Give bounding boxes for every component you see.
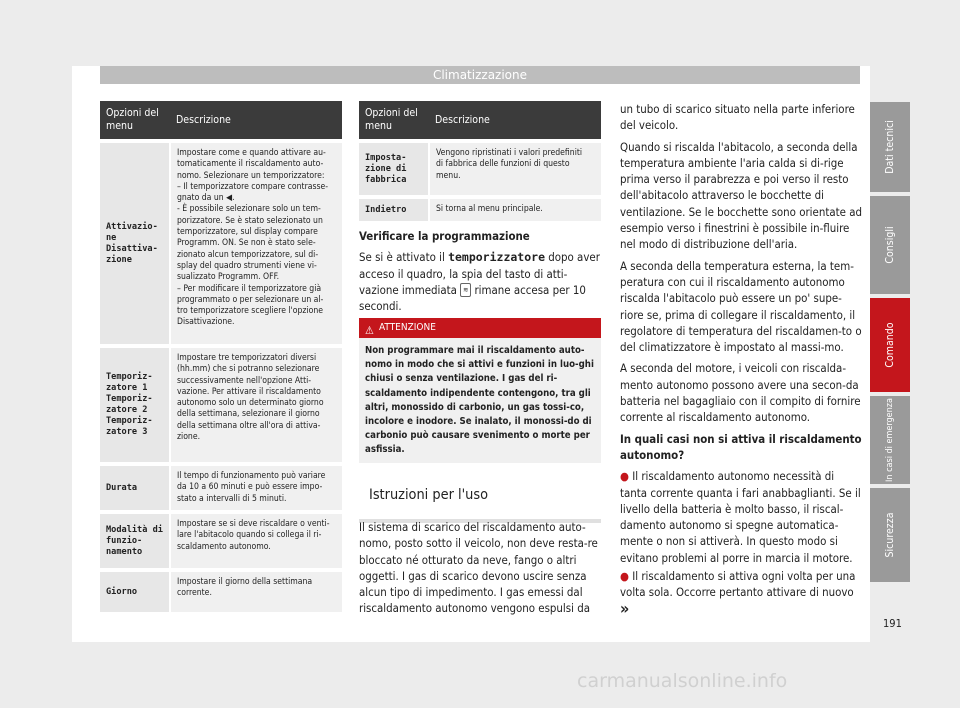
description-line: Disattivazione. bbox=[177, 317, 235, 328]
description-line: splay del quadro strumenti viene vi- bbox=[177, 260, 317, 271]
bullet-icon: ● bbox=[620, 569, 629, 584]
option-description bbox=[170, 346, 342, 464]
verify-title: Verificare la programmazione bbox=[359, 229, 530, 243]
description-line: menu. bbox=[436, 170, 461, 181]
description-line: vazione. Per attivare il riscaldamento bbox=[177, 386, 321, 397]
description-line: Si torna al menu principale. bbox=[436, 204, 543, 214]
warning-triangle-icon: ⚠ bbox=[365, 324, 374, 337]
page-number: 191 bbox=[883, 617, 902, 630]
bullet-item: ● Il riscaldamento si attiva ogni volta per una volta sola. Occorre pertanto attivare di nuovo » bbox=[620, 569, 856, 618]
option-name: Giorno bbox=[100, 570, 170, 612]
description-line: – Il temporizzatore compare contrasse- bbox=[177, 181, 329, 192]
warning-text: Non programmare mai il riscaldamento auto-nomo in modo che si attivi e funzioni in luo-ghi chiusi o senza ventilazione. I gas del ri-scaldamento indipendente contengono, tra gli altri, monossido di carbonio, un gas tossi-co, incolore e inodore. Se inalato, il monossi-do di carbonio può causare svenimento o morte per asfissia. bbox=[365, 345, 594, 456]
question-title: In quali casi non si attiva il riscaldamento autonomo? bbox=[620, 431, 862, 462]
option-description bbox=[429, 141, 601, 197]
table-row bbox=[100, 570, 342, 612]
option-name: Durata bbox=[100, 464, 170, 512]
description-line: gnato da un ◀. bbox=[177, 193, 235, 204]
option-description bbox=[170, 512, 342, 570]
description-line: nomo. Selezionare un temporizzatore: bbox=[177, 170, 325, 181]
table-row bbox=[100, 141, 342, 346]
description-line: Impostare se si deve riscaldare o venti- bbox=[177, 519, 330, 529]
paragraph: Quando si riscalda l'abitacolo, a seconda della temperatura ambiente l'aria calda si di-rige prima verso il parabrezza e poi verso il resto dell'abitacolo attraverso le bocchette di ventilazione. Se le bocchette sono orientate ad esempio verso i finestrini è possibile in-fluire nel modo di distribuzione dell'aria. bbox=[620, 139, 862, 252]
chapter-header: Climatizzazione bbox=[100, 66, 860, 84]
menu-options-table-mid bbox=[359, 101, 601, 221]
paragraph: A seconda della temperatura esterna, la tem-peratura con cui il riscaldamento autonomo riscalda l'abitacolo può essere un po' supe-riore se, prima di collegare il riscaldamento, il regolatore di temperatura del riscaldamen-to o del climatizzatore è impostato al massi-mo. bbox=[620, 258, 862, 355]
tab-comando[interactable]: Comando bbox=[870, 298, 910, 392]
continue-chevron-icon: » bbox=[620, 598, 630, 618]
col-header-description: Descrizione bbox=[429, 101, 601, 141]
right-column bbox=[620, 101, 862, 623]
description-line: porizzatore. Se è stato selezionato un bbox=[177, 215, 323, 226]
option-description bbox=[170, 570, 342, 612]
description-line: (hh.mm) che si potranno selezionare bbox=[177, 364, 320, 375]
tab-consigli[interactable]: Consigli bbox=[870, 196, 910, 294]
bullet-icon: ● bbox=[620, 469, 629, 484]
instructions-heading-box bbox=[359, 473, 601, 523]
description-line: di fabbrica delle funzioni di questo bbox=[436, 159, 570, 170]
description-line: tomaticamente il riscaldamento auto- bbox=[177, 159, 324, 170]
option-name: Temporiz-zatore 1 Temporiz-zatore 2 Temporiz-zatore 3 bbox=[100, 346, 170, 464]
description-line: programmato o per selezionare un al- bbox=[177, 294, 324, 305]
option-name: Imposta-zione di fabbrica bbox=[359, 141, 429, 197]
description-line: tro temporizzatore scegliere l'opzione bbox=[177, 306, 324, 317]
warning-box bbox=[359, 318, 601, 463]
description-line: stato a intervalli di 5 minuti. bbox=[177, 493, 287, 504]
description-line: scaldamento autonomo. bbox=[177, 541, 271, 552]
tab-in-casi-di-emergenza[interactable]: In casi di emergenza bbox=[870, 396, 910, 484]
description-line: temporizzatore, sul display compare bbox=[177, 227, 318, 238]
description-line: Impostare tre temporizzatori diversi bbox=[177, 353, 317, 363]
paragraph: A seconda del motore, i veicoli con riscalda-mento autonomo possono avere una secon-da batteria nel bagagliaio con il compito di fornire corrente al riscaldamento autonomo. bbox=[620, 361, 861, 425]
table-row bbox=[359, 197, 601, 221]
warning-header: ⚠ ATTENZIONE bbox=[359, 318, 601, 338]
verify-section bbox=[359, 228, 603, 319]
description-line: Impostare il giorno della settimana bbox=[177, 577, 313, 587]
paragraph: un tubo di scarico situato nella parte inferiore del veicolo. bbox=[620, 102, 855, 133]
description-line: Programm. ON. Se non è stato sele- bbox=[177, 238, 316, 249]
table-row bbox=[100, 512, 342, 570]
description-line: Il tempo di funzionamento può variare bbox=[177, 471, 326, 481]
description-line: Impostare come e quando attivare au- bbox=[177, 148, 326, 158]
description-line: zionato alcun temporizzatore, sul di- bbox=[177, 249, 319, 260]
col-header-options: Opzioni del menu bbox=[359, 101, 429, 141]
option-description bbox=[429, 197, 601, 221]
table-row bbox=[100, 464, 342, 512]
option-name: Modalità di funzio-namento bbox=[100, 512, 170, 570]
table-row bbox=[359, 141, 601, 197]
instructions-title: Istruzioni per l'uso bbox=[369, 487, 489, 503]
description-line: zione. bbox=[177, 432, 201, 443]
tab-sicurezza[interactable]: Sicurezza bbox=[870, 488, 910, 582]
option-description bbox=[170, 141, 342, 346]
watermark: carmanualsonline.info bbox=[577, 670, 788, 692]
description-line: - È possibile selezionare solo un tem- bbox=[177, 204, 321, 215]
description-line: sualizzato Programm. OFF. bbox=[177, 272, 280, 283]
option-name: Indietro bbox=[359, 197, 429, 221]
menu-options-table-left bbox=[100, 101, 342, 612]
description-line: Vengono ripristinati i valori predefiniti bbox=[436, 148, 583, 158]
heater-button-icon: ≋ bbox=[460, 283, 471, 297]
description-line: autonomo solo un determinato giorno bbox=[177, 398, 324, 409]
description-line: da 10 a 60 minuti e può essere impo- bbox=[177, 482, 323, 493]
col-header-description: Descrizione bbox=[170, 101, 342, 141]
description-line: lare l'abitacolo quando si collega il ri- bbox=[177, 530, 322, 541]
table-row bbox=[100, 346, 342, 464]
option-description bbox=[170, 464, 342, 512]
instructions-text: Il sistema di scarico del riscaldamento auto-nomo, posto sotto il veicolo, non deve resta-re bloccato né otturato da neve, fango o altri oggetti. I gas di scarico devono uscire senza alcun tipo di impedimento. I gas emessi dal riscaldamento autonomo vengono espulsi da bbox=[359, 520, 598, 616]
option-name: Attivazio-ne Disattiva-zione bbox=[100, 141, 170, 346]
description-line: – Per modificare il temporizzatore già bbox=[177, 283, 322, 294]
bullet-item: ● Il riscaldamento autonomo necessità di tanta corrente quanta i fari anabbaglianti. Se il livello della batteria è molto basso, il riscal-damento autonomo si spegne automatica-mente o non si attiverà. In questo modo si evitano problemi al porre in marcia il motore. bbox=[620, 469, 861, 565]
tab-dati-tecnici[interactable]: Dati tecnici bbox=[870, 102, 910, 192]
description-line: corrente. bbox=[177, 588, 212, 599]
verify-text: Se si è attivato il temporizzatore dopo aver acceso il quadro, la spia del tasto di atti-vazione immediata ≋ rimane accesa per 10 secondi. bbox=[359, 250, 600, 314]
description-line: successivamente nell'opzione Atti- bbox=[177, 375, 312, 386]
description-line: della settimana oltre all'ora di attiva- bbox=[177, 420, 321, 431]
description-line: della settimana, selezionare il giorno bbox=[177, 409, 320, 420]
col-header-options: Opzioni del menu bbox=[100, 101, 170, 141]
